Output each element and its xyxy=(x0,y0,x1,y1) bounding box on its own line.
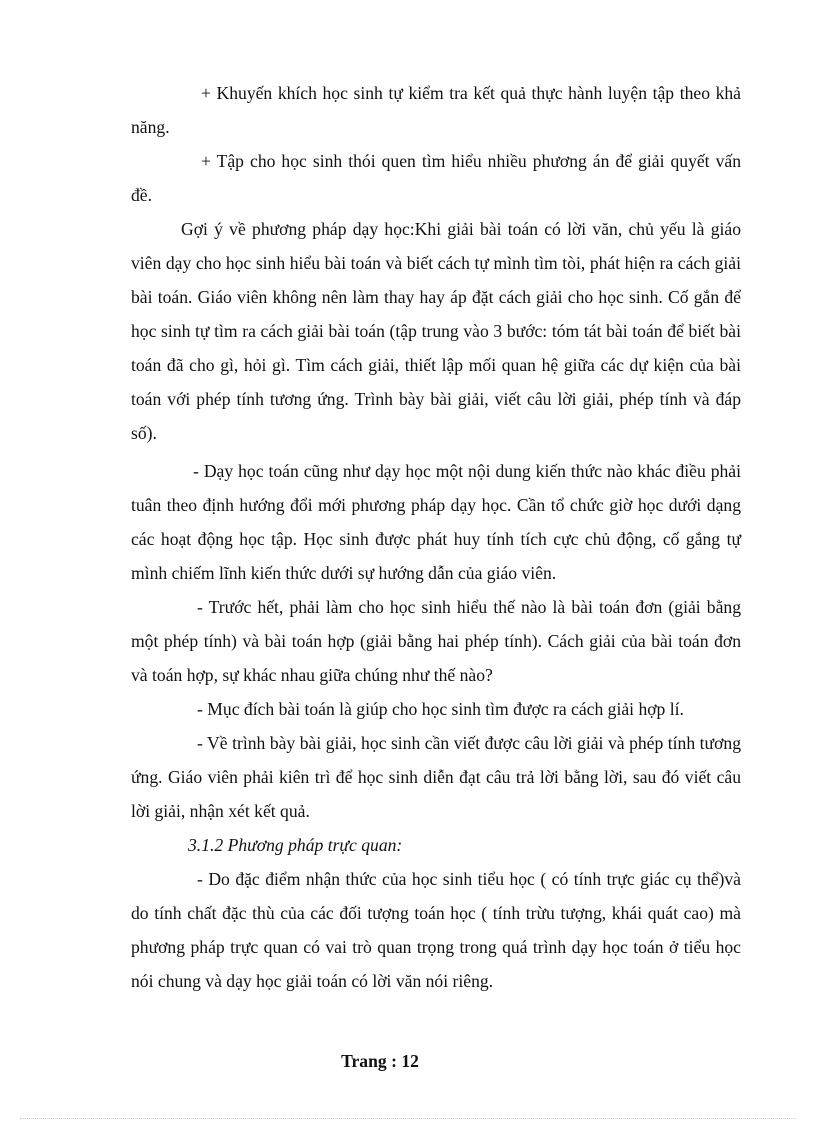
paragraph-6: - Mục đích bài toán là giúp cho học sinh tìm được ra cách giải hợp lí. xyxy=(197,699,684,719)
paragraph-4: - Dạy học toán cũng như dạy học một nội dung kiến thức nào khác điều phải tuân theo định hướng đổi mới phương pháp dạy học. Cần tổ chức giờ học dưới dạng các hoạt động học tập. Học sinh được phát huy tính tích cực chủ động, cố gắng tự mình chiếm lĩnh kiến thức dưới sự hướng dẫn của giáo viên. xyxy=(131,461,741,583)
page-number-footer: Trang : 12 xyxy=(341,1051,419,1071)
section-heading: 3.1.2 Phương pháp trực quan: xyxy=(188,835,403,855)
page-bottom-divider xyxy=(20,1118,796,1119)
paragraph-7: - Về trình bày bài giải, học sinh cần viết được câu lời giải và phép tính tương ứng. Giáo viên phải kiên trì để học sinh diễn đạt câu trả lời bằng lời, sau đó viết câu lời giải, nhận xét kết quả. xyxy=(131,733,741,821)
paragraph-8: - Do đặc điểm nhận thức của học sinh tiểu học ( có tính trực giác cụ thể)và do tính chất đặc thù của các đối tượng toán học ( tính trừu tượng, khái quát cao) mà phương pháp trực quan có vai trò quan trọng trong quá trình dạy học toán ở tiểu học nói chung và dạy học giải toán có lời văn nói riêng. xyxy=(131,869,741,991)
paragraph-5: - Trước hết, phải làm cho học sinh hiểu thế nào là bài toán đơn (giải bằng một phép tính) và bài toán hợp (giải bằng hai phép tính). Cách giải của bài toán đơn và toán hợp, sự khác nhau giữa chúng như thế nào? xyxy=(131,597,741,685)
paragraph-3: Gợi ý về phương pháp dạy học:Khi giải bài toán có lời văn, chủ yếu là giáo viên dạy cho học sinh hiểu bài toán và biết cách tự mình tìm tòi, phát hiện ra cách giải bài toán. Giáo viên không nên làm thay hay áp đặt cách giải cho học sinh. Cố gắn để học sinh tự tìm ra cách giải bài toán (tập trung vào 3 bước: tóm tát bài toán để biết bài toán đã cho gì, hỏi gì. Tìm cách giải, thiết lập mối quan hệ giữa các dự kiện của bài toán với phép tính tương ứng. Trình bày bài giải, viết câu lời giải, phép tính và đáp số). xyxy=(131,219,741,443)
paragraph-2: + Tập cho học sinh thói quen tìm hiểu nhiều phương án để giải quyết vấn đề. xyxy=(131,151,741,205)
paragraph-1: + Khuyến khích học sinh tự kiểm tra kết quả thực hành luyện tập theo khả năng. xyxy=(131,83,741,137)
